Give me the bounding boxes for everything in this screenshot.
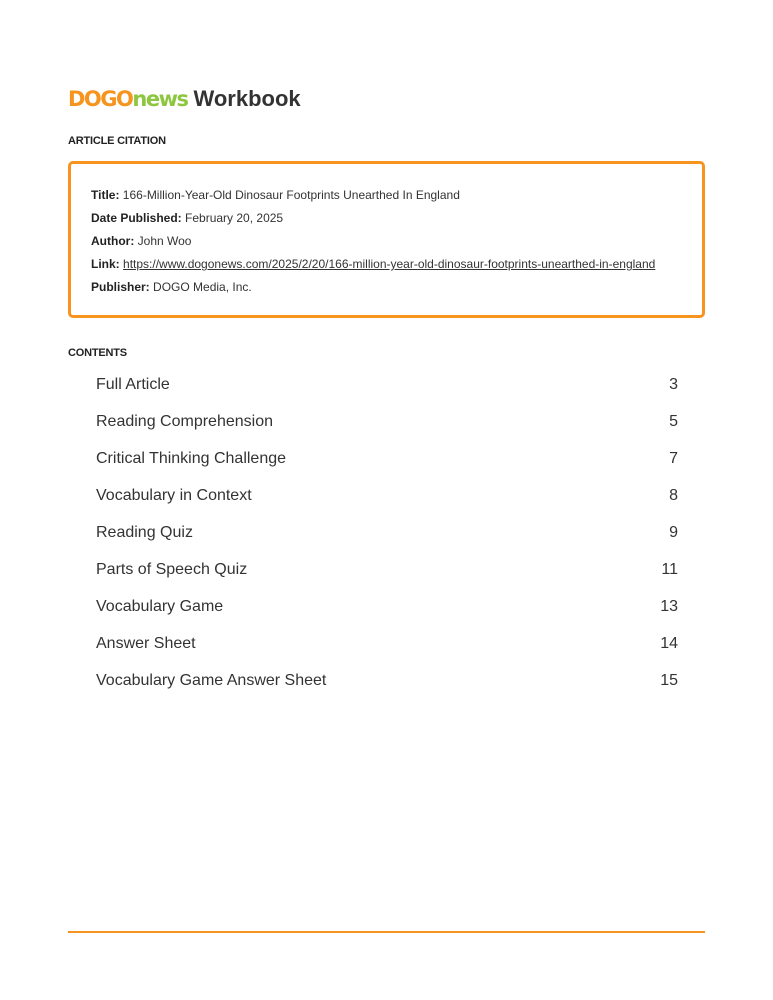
toc-item-label: Answer Sheet — [96, 635, 196, 652]
citation-publisher-value: DOGO Media, Inc. — [153, 280, 252, 294]
toc-item-label: Reading Quiz — [96, 524, 193, 541]
toc-item-page: 5 — [669, 413, 678, 430]
toc-item[interactable] — [96, 376, 678, 398]
toc-item[interactable] — [96, 635, 678, 657]
toc-item[interactable] — [96, 450, 678, 472]
toc-item-label: Full Article — [96, 376, 170, 393]
footer-divider — [68, 931, 705, 933]
toc-item-page: 15 — [660, 672, 678, 689]
citation-box — [68, 161, 705, 318]
toc-item[interactable] — [96, 413, 678, 435]
citation-link-row — [91, 257, 655, 271]
citation-title-label: Title: — [91, 188, 120, 202]
toc-item[interactable] — [96, 524, 678, 546]
citation-link-label: Link: — [91, 257, 120, 271]
citation-author-label: Author: — [91, 234, 135, 248]
page-title: Workbook — [193, 86, 301, 111]
toc-item-label: Reading Comprehension — [96, 413, 273, 430]
toc-item-label: Vocabulary in Context — [96, 487, 252, 504]
citation-link[interactable]: https://www.dogonews.com/2025/2/20/166-million-year-old-dinosaur-footprints-unearthed-in-england — [123, 257, 656, 271]
toc-item-page: 9 — [669, 524, 678, 541]
logo-news-text: news — [132, 87, 188, 111]
page-header — [68, 86, 301, 118]
article-citation-heading: ARTICLE CITATION — [68, 135, 166, 147]
toc-item[interactable] — [96, 598, 678, 620]
toc-item[interactable] — [96, 487, 678, 509]
dogonews-logo — [68, 87, 187, 111]
citation-date-row — [91, 211, 283, 225]
citation-author-row — [91, 234, 191, 248]
toc-item-label: Critical Thinking Challenge — [96, 450, 287, 467]
toc-item-page: 14 — [660, 635, 678, 652]
toc-item-label: Vocabulary Game Answer Sheet — [96, 672, 327, 689]
toc-item[interactable] — [96, 672, 678, 694]
citation-title-value: 166-Million-Year-Old Dinosaur Footprints Unearthed In England — [122, 188, 460, 202]
toc-item-page: 11 — [661, 561, 678, 578]
citation-publisher-row — [91, 280, 252, 294]
citation-date-label: Date Published: — [91, 211, 182, 225]
citation-author-value: John Woo — [137, 234, 192, 248]
citation-publisher-label: Publisher: — [91, 280, 150, 294]
toc-item[interactable] — [96, 561, 678, 583]
toc-item-page: 7 — [669, 450, 678, 467]
citation-date-value: February 20, 2025 — [185, 211, 284, 225]
toc-item-page: 13 — [660, 598, 678, 615]
toc-item-label: Parts of Speech Quiz — [96, 561, 248, 578]
toc-item-label: Vocabulary Game — [96, 598, 224, 615]
toc-item-page: 8 — [669, 487, 678, 504]
citation-title-row — [91, 188, 460, 202]
contents-heading: CONTENTS — [68, 347, 127, 359]
logo-dogo-text: DOGO — [68, 87, 133, 111]
toc-item-page: 3 — [669, 376, 678, 393]
